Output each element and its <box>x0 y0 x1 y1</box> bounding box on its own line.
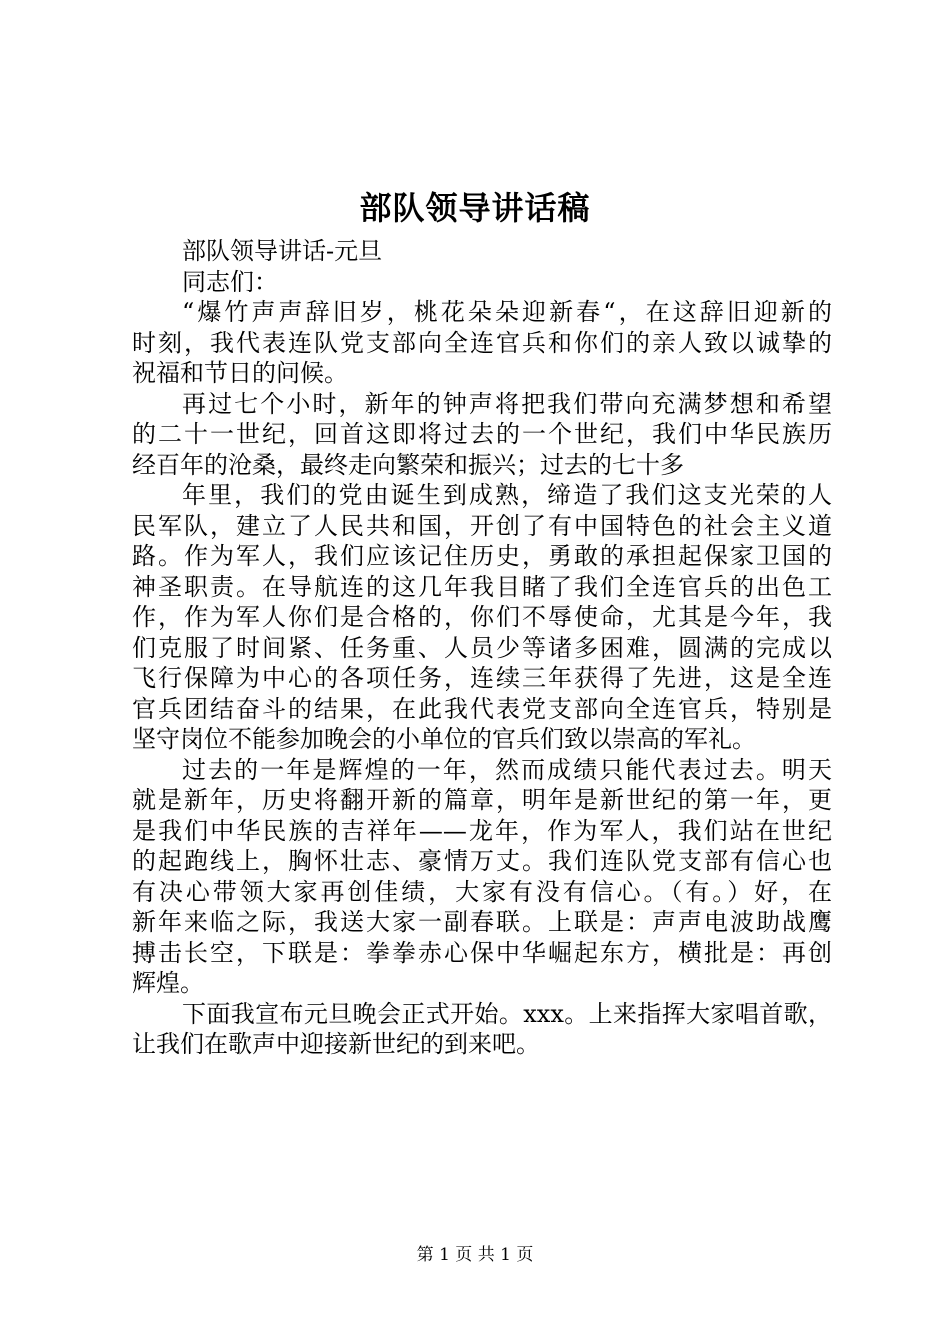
paragraph-line: 飞行保障为中心的各项任务，连续三年获得了先进，这是全连 <box>132 664 832 692</box>
paragraph-line: 有决心带领大家再创佳绩，大家有没有信心。（有。）好，在 <box>132 877 832 906</box>
paragraph-line: 时刻，我代表连队党支部向全连官兵和你们的亲人致以诚挚的 <box>132 328 832 357</box>
paragraph-line: 的起跑线上，胸怀壮志、豪情万丈。我们连队党支部有信心也 <box>132 847 832 875</box>
paragraph-line: 们克服了时间紧、任务重、人员少等诸多困难，圆满的完成以 <box>132 633 832 662</box>
paragraph-line: 就是新年，历史将翻开新的篇章，明年是新世纪的第一年，更 <box>132 786 832 814</box>
paragraph-line: 作，作为军人你们是合格的，你们不辱使命，尤其是今年，我 <box>132 603 832 631</box>
page-footer: 第 1 页 共 1 页 <box>416 1245 534 1265</box>
document-title: 部队领导讲话稿 <box>359 189 591 227</box>
paragraph-line: 辉煌。 <box>132 969 204 997</box>
paragraph-line: 坚守岗位不能参加晚会的小单位的官兵们致以崇高的军礼。 <box>132 725 756 753</box>
paragraph-line: 下面我宣布元旦晚会正式开始。xxx。上来指挥大家唱首歌， <box>182 999 832 1028</box>
paragraph-line: 官兵团结奋斗的结果，在此我代表党支部向全连官兵，特别是 <box>132 694 832 723</box>
paragraph-line: 神圣职责。在导航连的这几年我目睹了我们全连官兵的出色工 <box>132 572 832 601</box>
paragraph-line: 的二十一世纪，回首这即将过去的一个世纪，我们中华民族历 <box>132 420 832 448</box>
paragraph-line: 再过七个小时，新年的钟声将把我们带向充满梦想和希望 <box>182 389 832 418</box>
paragraph-line: 是我们中华民族的吉祥年——龙年，作为军人，我们站在世纪 <box>132 816 832 845</box>
paragraph-line: 让我们在歌声中迎接新世纪的到来吧。 <box>132 1030 540 1058</box>
paragraph-line: 同志们： <box>182 267 278 296</box>
paragraph-line: 民军队，建立了人民共和国，开创了有中国特色的社会主义道 <box>132 511 832 540</box>
document-body <box>132 236 832 1060</box>
paragraph-line: 新年来临之际，我送大家一副春联。上联是：声声电波助战鹰 <box>132 908 832 936</box>
paragraph-line: 经百年的沧桑，最终走向繁荣和振兴；过去的七十多 <box>132 450 684 479</box>
paragraph-line: 路。作为军人，我们应该记住历史，勇敢的承担起保家卫国的 <box>132 542 832 570</box>
paragraph-line: 祝福和节日的问候。 <box>132 359 348 387</box>
paragraph-line: 过去的一年是辉煌的一年，然而成绩只能代表过去。明天 <box>182 755 832 784</box>
paragraph-line: 搏击长空，下联是：拳拳赤心保中华崛起东方，横批是：再创 <box>132 938 832 967</box>
paragraph-line: “爆竹声声辞旧岁，桃花朵朵迎新春“，在这辞旧迎新的 <box>182 298 832 326</box>
paragraph-line: 部队领导讲话-元旦 <box>182 237 383 265</box>
paragraph-line: 年里，我们的党由诞生到成熟，缔造了我们这支光荣的人 <box>182 481 832 509</box>
